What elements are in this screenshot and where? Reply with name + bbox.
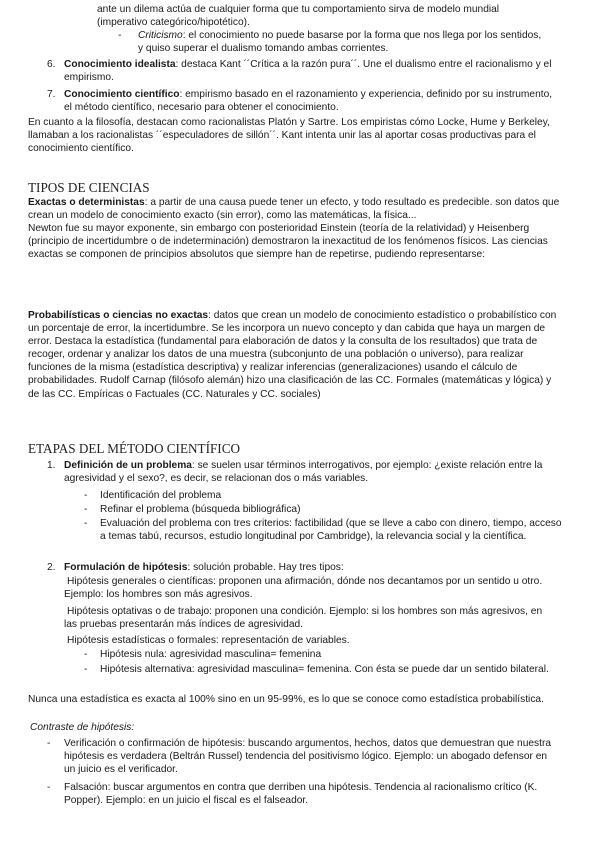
paragraph-probabilisticas	[28, 309, 560, 401]
item-conocimiento-cientifico	[64, 88, 554, 114]
definicion-text: : se suelen usar términos interrogativos, por ejemplo: ¿existe relación entre la agresividad y el sexo?, es decir, se relacionan dos o más variables.	[64, 460, 543, 485]
item-conocimiento-idealista	[64, 58, 554, 84]
paragraph-hipotesis-estadisticas: Hipótesis estadísticas o formales: representación de variables.	[67, 635, 350, 646]
heading-contraste-hipotesis	[30, 721, 134, 734]
item-formulacion-hipotesis	[64, 561, 554, 574]
bullet-dash: -	[118, 30, 122, 41]
list-number: 2.	[47, 562, 56, 573]
paragraph-imperativo: ante un dilema actúa de cualquier forma que tu comportamiento sirva de modelo mundial (imperativo categórico/hipotético).	[97, 4, 500, 29]
bullet-dash: -	[84, 490, 88, 501]
definicion-label: Definición de un problema	[64, 460, 192, 471]
paragraph-newton: Newton fue su mayor exponente, sin embargo con posterioridad Einstein (teoría de la relatividad) y Heisenberg (principio de incertidumbre o de indeterminación) demostraron la inexactitud de los fenómenos físicos. Las ciencias exactas se componen de principios absolutos que siempre han de repetirse, pudiendo representarse:	[28, 223, 548, 261]
bullet-dash: -	[47, 782, 51, 793]
bullet-dash: -	[84, 649, 88, 660]
sub-item-hipotesis-nula: Hipótesis nula: agresividad masculina= femenina	[100, 649, 322, 660]
paragraph-filosofia: En cuanto a la filosofía, destacan como racionalistas Platón y Sartre. Los empiristas cómo Locke, Hume y Berkeley, llamaban a los racionalistas ´´especuladores de sillón´´. Kant intenta unir las al aportar cosas productivas para el conocimiento científico.	[28, 117, 550, 155]
contraste-colon: :	[131, 722, 135, 733]
paragraph-hipotesis-generales: Hipótesis generales o científicas: proponen una afirmación, dónde nos decantamos por un sentido u otro. Ejemplo: los hombres son más agresivos.	[64, 576, 543, 601]
cientifico-label: Conocimiento científico	[64, 89, 180, 100]
item-definicion-problema	[64, 459, 556, 485]
list-number: 7.	[47, 89, 56, 100]
sub-item-evaluacion: Evaluación del problema con tres criterios: factibilidad (que se lleve a cabo con dinero, tiempo, acceso a temas tabú, recursos, estudio longitudinal por Cambridge), la relevancia social y la científica.	[100, 518, 562, 543]
list-number: 6.	[47, 59, 56, 70]
contraste-label: Contraste de hipótesis	[30, 722, 132, 733]
item-falsacion: Falsación: buscar argumentos en contra que derriben una hipótesis. Tendencia al racionalismo crítico (K. Popper). Ejemplo: en un juicio el fiscal es el falseador.	[64, 782, 538, 807]
bullet-dash: -	[84, 504, 88, 515]
sub-item-hipotesis-alternativa: Hipótesis alternativa: agresividad masculina= femenina. Con ésta se puede dar un sentido bilateral.	[100, 664, 549, 675]
paragraph-criticismo	[138, 29, 548, 55]
heading-etapas-metodo-cientifico: ETAPAS DEL MÉTODO CIENTÍFICO	[28, 441, 241, 456]
cientifico-text: : empirismo basado en el razonamiento y experiencia, definido por su instrumento, el método científico, necesario para obtener el conocimiento.	[64, 89, 553, 114]
paragraph-hipotesis-optativas: Hipótesis optativas o de trabajo: proponen una condición. Ejemplo: si los hombres son más agresivos, en las pruebas presentarán más índices de agresividad.	[64, 606, 543, 631]
heading-tipos-de-ciencias: TIPOS DE CIENCIAS	[28, 180, 150, 195]
item-verificacion: Verificación o confirmación de hipótesis: buscando argumentos, hechos, datos que demuestran que nuestra hipótesis es verdadera (Beltrán Russel) tendencia del positivismo lógico. Ejemplo: un abogado defensor en un juicio es el verificador.	[64, 738, 552, 776]
sub-item-refinar: Refinar el problema (búsqueda bibliográfica)	[100, 504, 301, 515]
exactas-label: Exactas o deterministas	[28, 197, 145, 208]
exactas-text: : a partir de una causa puede tener un efecto, y todo resultado es predecible. son datos que crean un modelo de conocimiento exacto (sin error), como las matemáticas, la física...	[28, 197, 560, 222]
idealista-text: : destaca Kant ´´Crítica a la razón pura´´. Une el dualismo entre el racionalismo y el empirismo.	[64, 59, 552, 84]
bullet-dash: -	[47, 738, 51, 749]
paragraph-estadistica-nunca: Nunca una estadística es exacta al 100% sino en un 95-99%, es lo que se conoce como estadística probabilística.	[28, 694, 544, 705]
probabilisticas-label: Probabilísticas o ciencias no exactas	[28, 310, 209, 321]
criticismo-text: : el conocimiento no puede basarse por la forma que nos llega por los sentidos, y quiso superar el dualismo tomando ambas corrientes.	[138, 30, 542, 55]
bullet-dash: -	[84, 664, 88, 675]
probabilisticas-text: : datos que crean un modelo de conocimiento estadístico o probabilístico con un porcentaje de error, la incertidumbre. Se les incorpora un nuevo concepto y dan cabida que haya un margen de error. Destaca la estadística (fundamental para elaboración de datos y la consulta de los resultados) que trata de recoger, ordenar y analizar los datos de una muestra (subconjunto de una población o universo), para realizar funciones de la misma (estadística descriptiva) y realizar inferencias (generalizaciones) usando el cálculo de probabilidades. Rudolf Carnap (filósofo alemán) hizo una clasificación de las CC. Formales (matemáticas y lógica) y de las CC. Empíricas o Factuales (CC. Naturales y CC. sociales)	[28, 310, 557, 400]
idealista-label: Conocimiento idealista	[64, 59, 176, 70]
sub-item-identificacion: Identificación del problema	[100, 490, 222, 501]
criticismo-label: Criticismo	[138, 30, 183, 41]
paragraph-exactas	[28, 196, 560, 222]
list-number: 1.	[47, 460, 56, 471]
formulacion-text: : solución probable. Hay tres tipos:	[187, 562, 344, 573]
formulacion-label: Formulación de hipótesis	[64, 562, 188, 573]
bullet-dash: -	[84, 518, 88, 529]
